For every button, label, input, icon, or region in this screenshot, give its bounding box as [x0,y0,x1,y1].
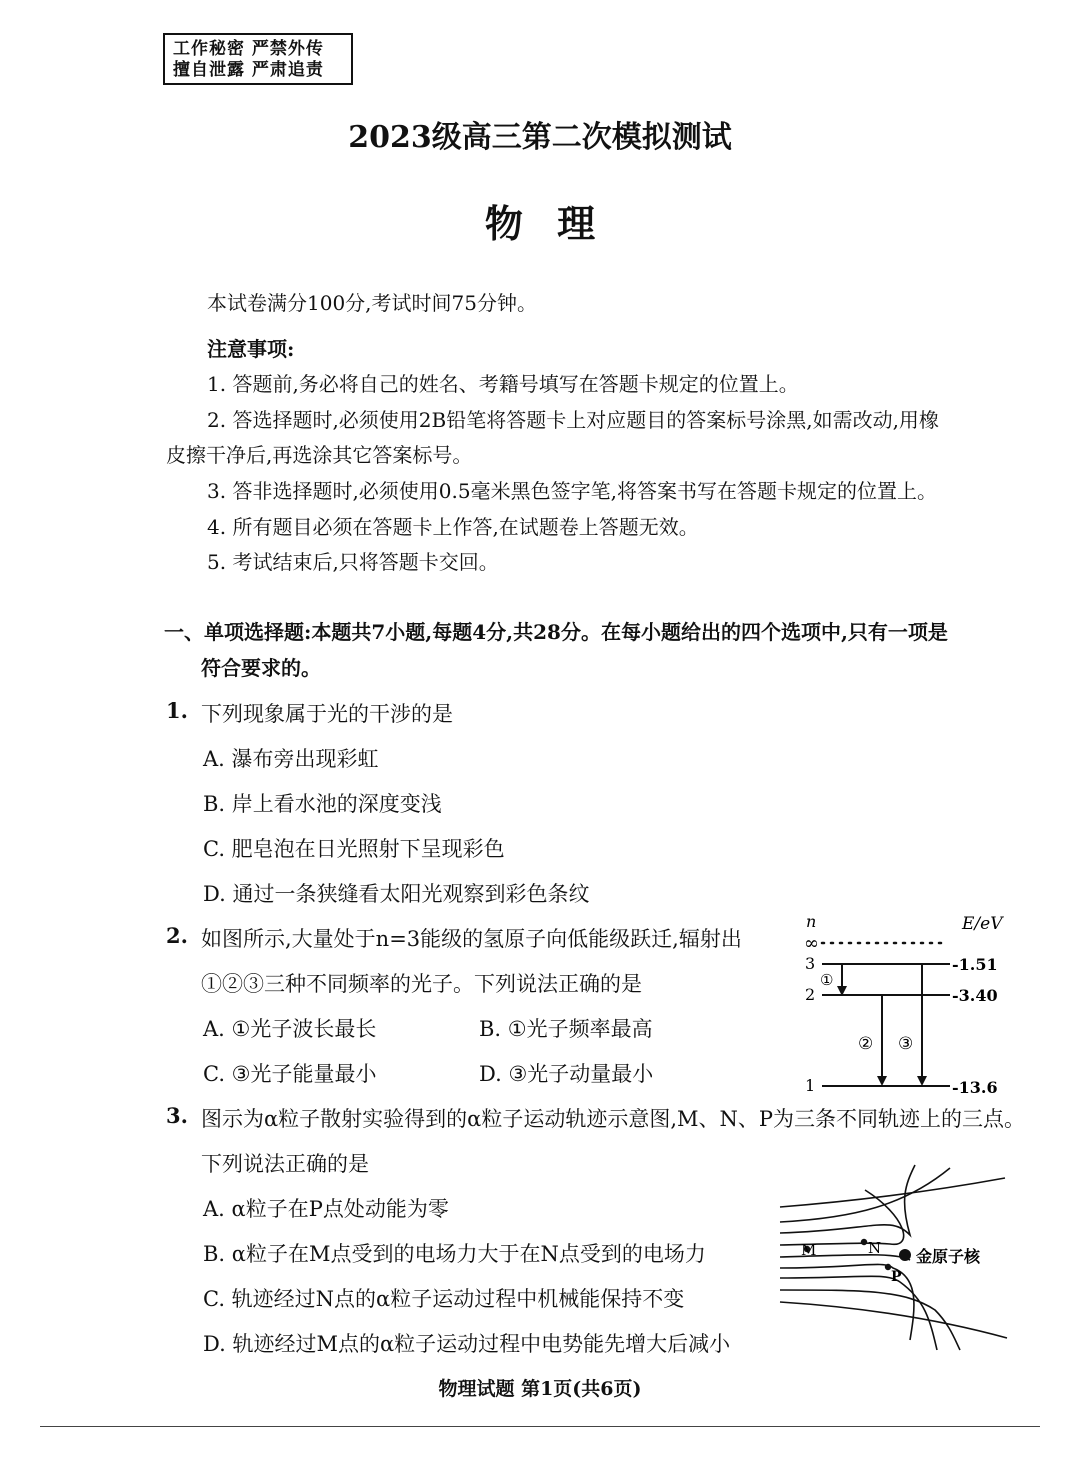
point-n [861,1239,867,1245]
note-item: 5. 考试结束后,只将答题卡交回。 [207,550,499,574]
nucleus-label: 金原子核 [916,1247,981,1266]
energy-axis-label: E/eV [962,914,1003,934]
q2-stem-line-2: ①②③三种不同频率的光子。下列说法正确的是 [201,972,642,996]
q3-stem-line-2: 下列说法正确的是 [201,1152,369,1176]
q1-option-b: B. 岸上看水池的深度变浅 [203,792,442,816]
q2-option-d: D. ③光子动量最小 [479,1062,654,1086]
level-n-label: 2 [805,985,816,1004]
exam-title: 2023级高三第二次模拟测试 [348,120,732,155]
q2-number: 2. [166,923,188,948]
q1-option-a: A. 瀑布旁出现彩虹 [203,747,379,771]
q3-option-c: C. 轨迹经过N点的α粒子运动过程中机械能保持不变 [203,1287,685,1311]
stamp-line-2: 擅自泄露 严肃追责 [173,60,324,80]
point-n-label: N [868,1239,882,1257]
trajectory [780,1178,1005,1207]
infinity-label: ∞ [804,933,819,954]
q1-option-c: C. 肥皂泡在日光照射下呈现彩色 [203,837,505,861]
q2-option-b: B. ①光子频率最高 [479,1017,653,1041]
note-item: 2. 答选择题时,必须使用2B铅笔将答题卡上对应题目的答案标号涂黑,如需改动,用橡 [207,408,939,432]
photon-label: ② [858,1034,874,1054]
section-heading: 一、单项选择题:本题共7小题,每题4分,共28分。在每小题给出的四个选项中,只有一项是 [164,620,948,644]
point-m-label: M [801,1241,817,1259]
trajectory [780,1290,960,1350]
q1-number: 1. [166,698,188,723]
alpha-scattering-diagram [775,1160,1020,1355]
exam-intro: 本试卷满分100分,考试时间75分钟。 [207,291,537,315]
q2-stem-line-1: 如图所示,大量处于n=3能级的氢原子向低能级跃迁,辐射出 [201,927,742,951]
notes-heading: 注意事项: [207,337,295,361]
q1-stem: 下列现象属于光的干涉的是 [201,702,453,726]
n-axis-label: n [806,912,817,931]
q2-option-a: A. ①光子波长最长 [203,1017,377,1041]
subject-text: 物理 [484,201,630,246]
trajectory [780,1168,950,1222]
q3-option-d: D. 轨迹经过M点的α粒子运动过程中电势能先增大后减小 [203,1332,731,1356]
subject-title [0,193,1080,248]
q3-option-a: A. α粒子在P点处动能为零 [203,1197,449,1221]
note-item: 皮擦干净后,再选涂其它答案标号。 [166,443,473,467]
photon-label: ③ [898,1034,914,1054]
photon-label: ① [820,971,834,989]
energy-level-diagram [790,905,1020,1100]
trajectory [780,1255,910,1260]
footer-divider [40,1426,1040,1427]
note-item: 1. 答题前,务必将自己的姓名、考籍号填写在答题卡规定的位置上。 [207,372,799,396]
q2-option-c: C. ③光子能量最小 [203,1062,377,1086]
level-energy-label: -3.40 [952,986,998,1005]
q3-number: 3. [166,1103,188,1128]
stamp-line-1: 工作秘密 严禁外传 [173,39,324,59]
point-p-label: P [891,1269,902,1285]
q3-stem-line-1: 图示为α粒子散射实验得到的α粒子运动轨迹示意图,M、N、P为三条不同轨迹上的三点。 [201,1107,1026,1131]
section-heading-cont: 符合要求的。 [201,656,321,680]
level-energy-label: -1.51 [952,955,998,974]
level-n-label: 1 [805,1076,816,1095]
level-n-label: 3 [805,954,816,973]
q3-option-b: B. α粒子在M点受到的电场力大于在N点受到的电场力 [203,1242,706,1266]
arrow-head-icon [877,1076,887,1086]
trajectory [780,1302,1007,1338]
level-energy-label: -13.6 [952,1078,998,1097]
arrow-head-icon [917,1076,927,1086]
note-item: 3. 答非选择题时,必须使用0.5毫米黑色签字笔,将答案书写在答题卡规定的位置上。 [207,479,937,503]
q1-option-d: D. 通过一条狭缝看太阳光观察到彩色条纹 [203,882,590,906]
page-footer: 物理试题 第1页(共6页) [438,1378,642,1400]
trajectory [780,1190,904,1245]
gold-nucleus [899,1249,911,1261]
confidential-stamp [163,33,353,85]
note-item: 4. 所有题目必须在答题卡上作答,在试题卷上答题无效。 [207,515,699,539]
